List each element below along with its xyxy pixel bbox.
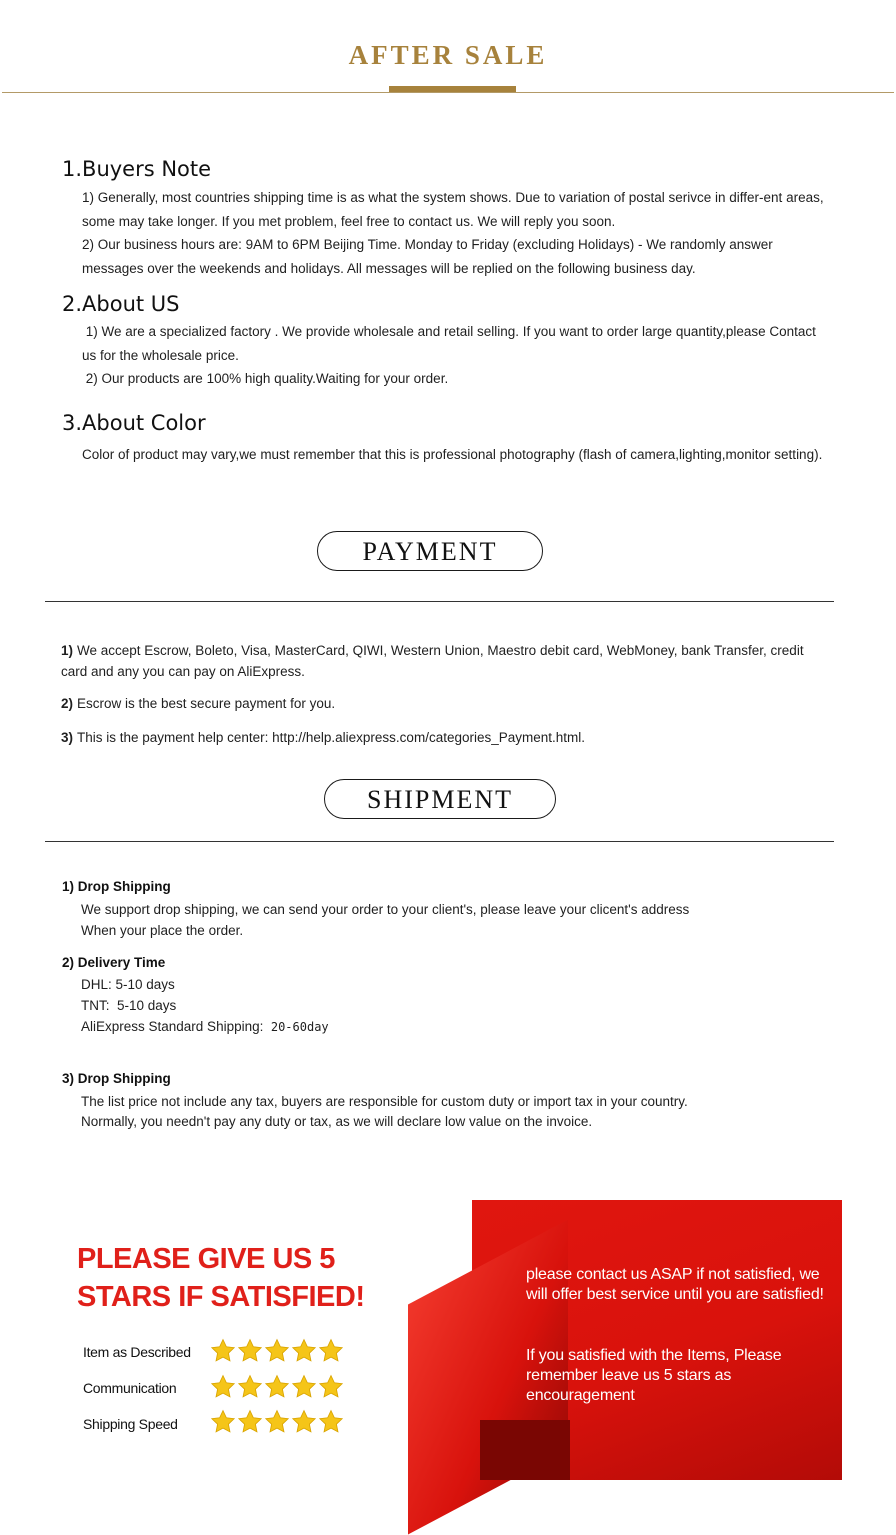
star-icon (210, 1409, 236, 1435)
header-divider (2, 92, 894, 93)
section-heading-about-us: 2.About US (62, 292, 180, 316)
star-icon (264, 1409, 290, 1435)
payment-item-text: We accept Escrow, Boleto, Visa, MasterCard, QIWI, Western Union, Maestro debit card, WebMoney, bank Transfer, credit card and any you can pay on AliExpress. (61, 643, 804, 679)
star-icon (291, 1374, 317, 1400)
star-icon (237, 1409, 263, 1435)
banner-title-line-1: PLEASE GIVE US 5 (77, 1243, 335, 1275)
payment-item-number: 3) (61, 730, 74, 745)
star-icon (318, 1338, 344, 1364)
rating-stars-shipping-speed (210, 1409, 344, 1435)
star-icon (237, 1338, 263, 1364)
about-color-paragraph: Color of product may vary,we must remember that this is professional photography (flash of camera,lighting,monitor setting). (82, 447, 823, 462)
delivery-aliexpress (81, 1016, 841, 1038)
rating-stars-item-as-described (210, 1338, 344, 1364)
star-icon (264, 1338, 290, 1364)
rating-label-shipping-speed: Shipping Speed (83, 1416, 178, 1432)
star-icon (210, 1338, 236, 1364)
aliexpress-shipping-label: AliExpress Standard Shipping: (81, 1019, 271, 1034)
delivery-tnt: TNT: 5-10 days (81, 998, 177, 1013)
star-icon (237, 1374, 263, 1400)
shipment-divider (45, 841, 834, 842)
shipment-heading-delivery-time: 2) Delivery Time (62, 955, 166, 970)
after-sale-title: AFTER SALE (348, 40, 548, 70)
about-us-paragraph-1: 1) We are a specialized factory . We provide wholesale and retail selling. If you want to order large quantity,please Contact us for the wholesale price. (82, 324, 820, 363)
star-icon (318, 1409, 344, 1435)
star-icon (291, 1409, 317, 1435)
delivery-dhl: DHL: 5-10 days (81, 977, 175, 992)
payment-divider (45, 601, 834, 602)
payment-item-number: 1) (61, 643, 74, 658)
payment-title: PAYMENT (317, 531, 543, 571)
payment-item-text: This is the payment help center: http://help.aliexpress.com/categories_Payment.html. (77, 730, 586, 745)
drop-shipping-line-2: When your place the order. (81, 923, 244, 938)
shipment-heading-tax: 3) Drop Shipping (62, 1071, 171, 1086)
payment-item-1 (61, 640, 831, 682)
drop-shipping-line-1: We support drop shipping, we can send your order to your client's, please leave your clicent's address (81, 902, 690, 917)
buyers-note-paragraph-1: 1) Generally, most countries shipping time is as what the system shows. Due to variation of postal serivce in differ-ent areas, some may take longer. If you met problem, feel free to contact us. We will reply you soon. (82, 190, 824, 229)
banner-title-line-2: STARS IF SATISFIED! (77, 1281, 365, 1313)
rating-label-communication: Communication (83, 1380, 177, 1396)
rating-stars-communication (210, 1374, 344, 1400)
star-icon (318, 1374, 344, 1400)
payment-item-2 (61, 693, 831, 714)
star-icon (210, 1374, 236, 1400)
buyers-note-paragraph-2: 2) Our business hours are: 9AM to 6PM Beijing Time. Monday to Friday (excluding Holidays) - We randomly answer messages over the weekends and holidays. All messages will be replied on the following business day. (82, 237, 773, 276)
section-heading-about-color: 3.About Color (62, 411, 206, 435)
shipment-title: SHIPMENT (324, 779, 556, 819)
tax-line-1: The list price not include any tax, buyers are responsible for custom duty or import tax in your country. (81, 1094, 688, 1109)
rating-label-item-as-described: Item as Described (83, 1344, 191, 1360)
section-heading-buyers-note: 1.Buyers Note (62, 157, 212, 181)
star-icon (291, 1338, 317, 1364)
tax-line-2: Normally, you needn't pay any duty or tax, as we will declare low value on the invoice. (81, 1114, 593, 1129)
shipment-heading-drop-shipping: 1) Drop Shipping (62, 879, 171, 894)
payment-item-3 (61, 727, 831, 748)
leave-five-stars-message: If you satisfied with the Items, Please remember leave us 5 stars as encouragement (526, 1347, 782, 1404)
about-us-paragraph-2: 2) Our products are 100% high quality.Waiting for your order. (82, 371, 449, 386)
gift-box-shadow (480, 1420, 570, 1480)
header-accent-bar (389, 86, 516, 92)
aliexpress-shipping-value: 20-60day (270, 1020, 329, 1034)
payment-item-number: 2) (61, 696, 74, 711)
five-stars-request (77, 1240, 437, 1316)
payment-item-text: Escrow is the best secure payment for you. (77, 696, 336, 711)
star-icon (264, 1374, 290, 1400)
contact-asap-message: please contact us ASAP if not satisfied, we will offer best service until you are satisfied! (526, 1266, 824, 1303)
